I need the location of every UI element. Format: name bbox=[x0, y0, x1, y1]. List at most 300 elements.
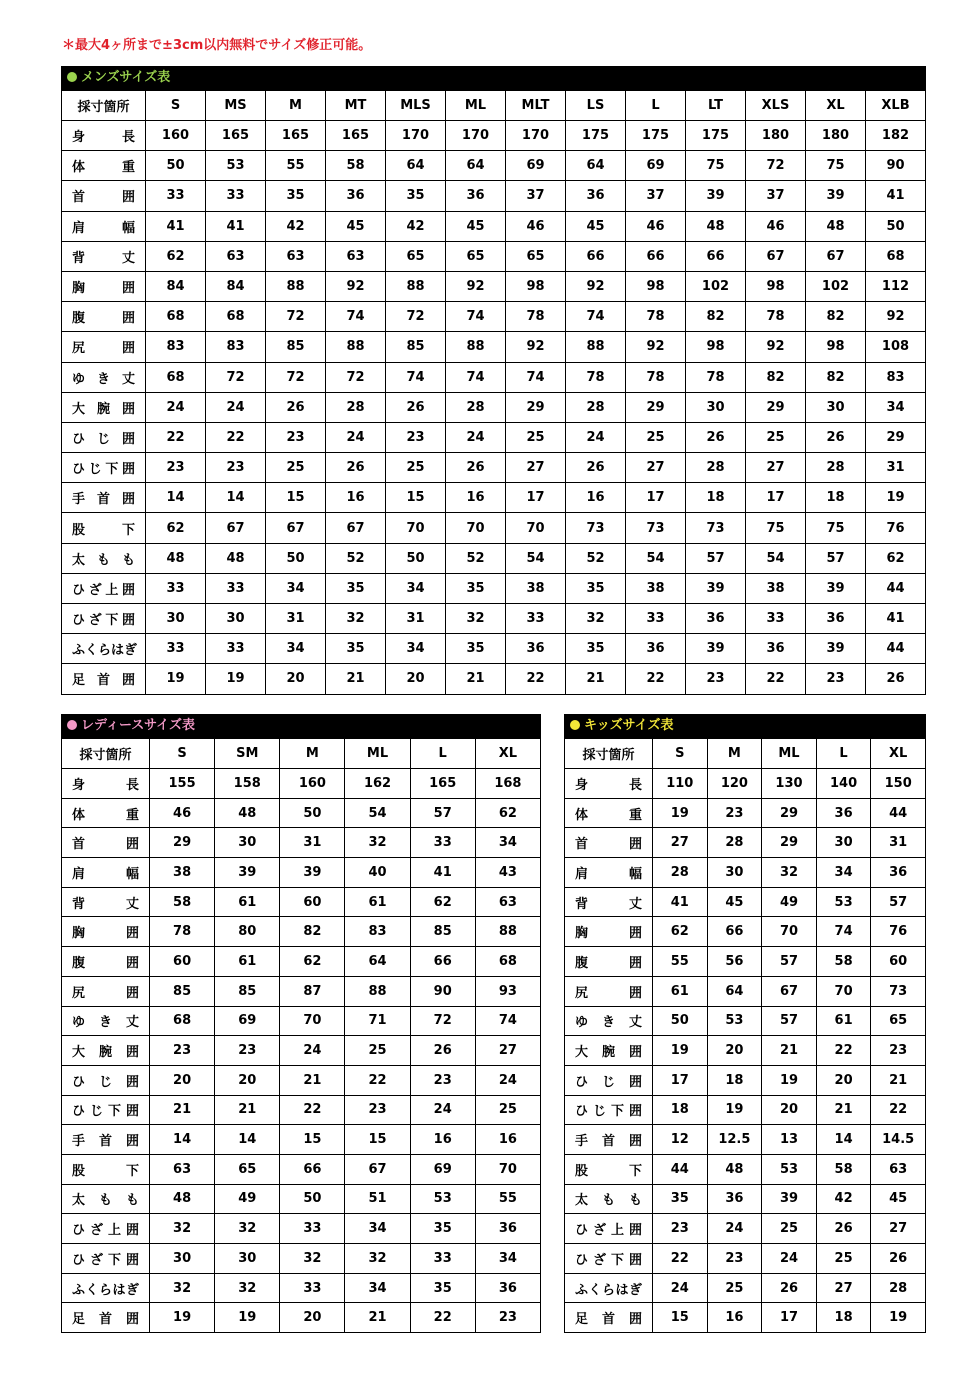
kids-measure-label: ゆき丈 bbox=[565, 1006, 653, 1036]
mens-measure-value: 30 bbox=[686, 392, 746, 422]
mens-measure-value: 36 bbox=[806, 604, 866, 634]
mens-measure-value: 98 bbox=[626, 271, 686, 301]
kids-measure-value: 18 bbox=[816, 1303, 871, 1333]
mens-measure-value: 16 bbox=[566, 483, 626, 513]
mens-measure-value: 20 bbox=[266, 664, 326, 694]
mens-measure-value: 165 bbox=[326, 121, 386, 151]
ladies-size-table bbox=[61, 738, 541, 1333]
kids-measure-value: 58 bbox=[816, 1154, 871, 1184]
ladies-measure-value: 23 bbox=[150, 1036, 215, 1066]
ladies-measure-value: 31 bbox=[280, 828, 345, 858]
ladies-measure-value: 46 bbox=[150, 798, 215, 828]
mens-measure-value: 39 bbox=[686, 634, 746, 664]
mens-table-row bbox=[62, 241, 926, 271]
mens-size-header: MLT bbox=[506, 91, 566, 121]
mens-measure-value: 45 bbox=[566, 211, 626, 241]
mens-measure-value: 17 bbox=[746, 483, 806, 513]
kids-measure-value: 34 bbox=[816, 858, 871, 888]
mens-size-header: S bbox=[146, 91, 206, 121]
mens-measure-value: 74 bbox=[446, 362, 506, 392]
mens-measure-value: 83 bbox=[146, 332, 206, 362]
mens-measure-label: ひざ下囲 bbox=[62, 604, 146, 634]
kids-size-header: M bbox=[707, 739, 762, 769]
ladies-table-row bbox=[62, 947, 541, 977]
ladies-measure-value: 34 bbox=[475, 828, 540, 858]
ladies-measure-value: 61 bbox=[215, 947, 280, 977]
kids-measure-value: 27 bbox=[816, 1273, 871, 1303]
mens-measure-value: 54 bbox=[626, 543, 686, 573]
mens-size-header: M bbox=[266, 91, 326, 121]
mens-measure-value: 39 bbox=[806, 181, 866, 211]
kids-measure-value: 29 bbox=[762, 828, 817, 858]
kids-table-row bbox=[565, 798, 926, 828]
mens-measure-value: 68 bbox=[866, 241, 926, 271]
mens-measure-value: 90 bbox=[866, 151, 926, 181]
mens-measure-value: 52 bbox=[566, 543, 626, 573]
mens-measure-value: 73 bbox=[686, 513, 746, 543]
mens-measure-value: 78 bbox=[626, 362, 686, 392]
mens-measure-value: 33 bbox=[206, 573, 266, 603]
kids-measure-value: 56 bbox=[707, 947, 762, 977]
mens-measure-value: 44 bbox=[866, 573, 926, 603]
mens-measure-value: 33 bbox=[146, 573, 206, 603]
mens-measure-value: 182 bbox=[866, 121, 926, 151]
mens-measure-value: 50 bbox=[266, 543, 326, 573]
ladies-measure-value: 70 bbox=[475, 1154, 540, 1184]
ladies-measure-value: 68 bbox=[475, 947, 540, 977]
kids-measure-label: 足首囲 bbox=[565, 1303, 653, 1333]
ladies-measure-value: 40 bbox=[345, 858, 410, 888]
mens-measure-value: 48 bbox=[686, 211, 746, 241]
mens-measure-value: 19 bbox=[866, 483, 926, 513]
ladies-measure-value: 34 bbox=[345, 1214, 410, 1244]
mens-measure-value: 68 bbox=[206, 302, 266, 332]
kids-table-row bbox=[565, 1244, 926, 1274]
ladies-measure-value: 30 bbox=[215, 1244, 280, 1274]
kids-measure-value: 36 bbox=[707, 1184, 762, 1214]
ladies-measure-value: 23 bbox=[215, 1036, 280, 1066]
mens-measure-value: 74 bbox=[326, 302, 386, 332]
mens-measure-value: 38 bbox=[506, 573, 566, 603]
ladies-table-row bbox=[62, 828, 541, 858]
kids-measure-value: 26 bbox=[762, 1273, 817, 1303]
mens-measure-value: 52 bbox=[326, 543, 386, 573]
kids-measure-value: 32 bbox=[762, 858, 817, 888]
kids-measure-value: 120 bbox=[707, 769, 762, 799]
mens-measure-value: 22 bbox=[206, 422, 266, 452]
ladies-measure-value: 32 bbox=[280, 1244, 345, 1274]
mens-measure-value: 16 bbox=[446, 483, 506, 513]
kids-measure-value: 57 bbox=[762, 947, 817, 977]
mens-measure-value: 58 bbox=[326, 151, 386, 181]
mens-measure-value: 78 bbox=[506, 302, 566, 332]
ladies-measure-value: 90 bbox=[410, 976, 475, 1006]
kids-measure-value: 14.5 bbox=[871, 1125, 926, 1155]
kids-measure-value: 50 bbox=[653, 1006, 708, 1036]
mens-header-row bbox=[62, 91, 926, 121]
mens-measure-value: 29 bbox=[506, 392, 566, 422]
ladies-measure-value: 24 bbox=[280, 1036, 345, 1066]
ladies-measure-label: 太もも bbox=[62, 1184, 150, 1214]
mens-measure-value: 65 bbox=[506, 241, 566, 271]
mens-measure-value: 54 bbox=[746, 543, 806, 573]
mens-measure-value: 72 bbox=[326, 362, 386, 392]
mens-measure-value: 36 bbox=[326, 181, 386, 211]
mens-measure-value: 33 bbox=[206, 181, 266, 211]
mens-measure-value: 28 bbox=[686, 453, 746, 483]
mens-measure-value: 45 bbox=[326, 211, 386, 241]
kids-measure-label: ひじ囲 bbox=[565, 1065, 653, 1095]
mens-measure-value: 180 bbox=[746, 121, 806, 151]
mens-measure-value: 62 bbox=[146, 241, 206, 271]
mens-measure-value: 41 bbox=[206, 211, 266, 241]
mens-measure-value: 41 bbox=[866, 181, 926, 211]
mens-measure-value: 84 bbox=[206, 271, 266, 301]
mens-size-header: L bbox=[626, 91, 686, 121]
mens-measure-value: 15 bbox=[266, 483, 326, 513]
kids-size-table bbox=[564, 738, 926, 1333]
mens-title-text: メンズサイズ表 bbox=[81, 70, 171, 85]
kids-measure-value: 53 bbox=[762, 1154, 817, 1184]
mens-measure-value: 14 bbox=[146, 483, 206, 513]
mens-measure-value: 57 bbox=[686, 543, 746, 573]
ladies-table-row bbox=[62, 1125, 541, 1155]
ladies-size-header: S bbox=[150, 739, 215, 769]
mens-measure-value: 64 bbox=[386, 151, 446, 181]
ladies-measure-value: 85 bbox=[410, 917, 475, 947]
ladies-measure-value: 82 bbox=[280, 917, 345, 947]
mens-measure-value: 63 bbox=[266, 241, 326, 271]
ladies-measure-label: 首 囲 bbox=[62, 828, 150, 858]
ladies-measure-value: 51 bbox=[345, 1184, 410, 1214]
mens-measure-value: 24 bbox=[206, 392, 266, 422]
mens-measure-value: 35 bbox=[326, 634, 386, 664]
mens-measure-value: 175 bbox=[566, 121, 626, 151]
ladies-measure-value: 32 bbox=[150, 1273, 215, 1303]
kids-table-row bbox=[565, 828, 926, 858]
mens-measure-value: 30 bbox=[806, 392, 866, 422]
mens-measure-value: 175 bbox=[626, 121, 686, 151]
mens-table-row bbox=[62, 181, 926, 211]
mens-measure-value: 92 bbox=[866, 302, 926, 332]
mens-measure-value: 180 bbox=[806, 121, 866, 151]
mens-measure-value: 78 bbox=[566, 362, 626, 392]
mens-measure-value: 82 bbox=[806, 362, 866, 392]
mens-measure-value: 74 bbox=[446, 302, 506, 332]
kids-measure-value: 12 bbox=[653, 1125, 708, 1155]
mens-measure-value: 48 bbox=[146, 543, 206, 573]
mens-measure-value: 44 bbox=[866, 634, 926, 664]
kids-measure-value: 58 bbox=[816, 947, 871, 977]
kids-measure-value: 18 bbox=[653, 1095, 708, 1125]
ladies-measure-value: 39 bbox=[215, 858, 280, 888]
ladies-measure-value: 20 bbox=[215, 1065, 280, 1095]
ladies-measure-value: 54 bbox=[345, 798, 410, 828]
mens-measure-value: 46 bbox=[746, 211, 806, 241]
ladies-measure-value: 50 bbox=[280, 798, 345, 828]
mens-measure-value: 108 bbox=[866, 332, 926, 362]
ladies-size-title bbox=[61, 714, 541, 738]
mens-measure-value: 165 bbox=[206, 121, 266, 151]
mens-measure-value: 25 bbox=[626, 422, 686, 452]
kids-measure-value: 41 bbox=[653, 887, 708, 917]
mens-measure-value: 18 bbox=[686, 483, 746, 513]
mens-measure-label: 肩 幅 bbox=[62, 211, 146, 241]
kids-table-row bbox=[565, 1214, 926, 1244]
ladies-measure-value: 25 bbox=[475, 1095, 540, 1125]
mens-measure-value: 67 bbox=[206, 513, 266, 543]
ladies-size-header: XL bbox=[475, 739, 540, 769]
ladies-table-row bbox=[62, 1244, 541, 1274]
ladies-measure-value: 33 bbox=[410, 1244, 475, 1274]
ladies-measure-value: 34 bbox=[345, 1273, 410, 1303]
kids-measure-value: 48 bbox=[707, 1154, 762, 1184]
kids-table-row bbox=[565, 1303, 926, 1333]
mens-measure-value: 27 bbox=[626, 453, 686, 483]
ladies-measure-value: 26 bbox=[410, 1036, 475, 1066]
mens-measure-value: 21 bbox=[566, 664, 626, 694]
mens-measure-value: 32 bbox=[326, 604, 386, 634]
mens-measure-value: 41 bbox=[866, 604, 926, 634]
kids-measure-value: 25 bbox=[762, 1214, 817, 1244]
kids-measure-value: 64 bbox=[707, 976, 762, 1006]
mens-measure-value: 92 bbox=[626, 332, 686, 362]
mens-table-row bbox=[62, 211, 926, 241]
ladies-measure-value: 33 bbox=[410, 828, 475, 858]
mens-measure-value: 70 bbox=[446, 513, 506, 543]
mens-measure-value: 33 bbox=[746, 604, 806, 634]
ladies-measure-value: 20 bbox=[150, 1065, 215, 1095]
mens-measure-value: 74 bbox=[386, 362, 446, 392]
mens-measure-value: 92 bbox=[566, 271, 626, 301]
ladies-measure-label: ひじ下囲 bbox=[62, 1095, 150, 1125]
kids-header-label: 採寸箇所 bbox=[565, 739, 653, 769]
ladies-measure-label: ひじ囲 bbox=[62, 1065, 150, 1095]
ladies-measure-value: 35 bbox=[410, 1273, 475, 1303]
ladies-size-header: ML bbox=[345, 739, 410, 769]
kids-measure-label: ひざ下囲 bbox=[565, 1244, 653, 1274]
mens-measure-value: 21 bbox=[446, 664, 506, 694]
ladies-measure-label: ひざ下囲 bbox=[62, 1244, 150, 1274]
mens-measure-value: 28 bbox=[446, 392, 506, 422]
kids-table-row bbox=[565, 769, 926, 799]
kids-table-row bbox=[565, 858, 926, 888]
mens-measure-value: 98 bbox=[506, 271, 566, 301]
mens-measure-value: 72 bbox=[746, 151, 806, 181]
ladies-measure-value: 68 bbox=[150, 1006, 215, 1036]
ladies-measure-value: 22 bbox=[345, 1065, 410, 1095]
mens-measure-value: 50 bbox=[866, 211, 926, 241]
ladies-measure-label: 身 長 bbox=[62, 769, 150, 799]
kids-measure-value: 45 bbox=[707, 887, 762, 917]
mens-measure-value: 57 bbox=[806, 543, 866, 573]
mens-measure-value: 23 bbox=[266, 422, 326, 452]
mens-size-header: MT bbox=[326, 91, 386, 121]
kids-measure-value: 16 bbox=[707, 1303, 762, 1333]
mens-measure-value: 39 bbox=[686, 181, 746, 211]
ladies-measure-label: 股 下 bbox=[62, 1154, 150, 1184]
ladies-measure-value: 38 bbox=[150, 858, 215, 888]
ladies-table-row bbox=[62, 798, 541, 828]
mens-measure-value: 24 bbox=[446, 422, 506, 452]
mens-size-header: ML bbox=[446, 91, 506, 121]
mens-measure-value: 33 bbox=[146, 634, 206, 664]
mens-measure-label: 体 重 bbox=[62, 151, 146, 181]
kids-table-row bbox=[565, 1065, 926, 1095]
ladies-measure-value: 25 bbox=[345, 1036, 410, 1066]
kids-measure-value: 15 bbox=[653, 1303, 708, 1333]
mens-measure-label: 尻 囲 bbox=[62, 332, 146, 362]
mens-table-row bbox=[62, 121, 926, 151]
kids-measure-value: 65 bbox=[871, 1006, 926, 1036]
ladies-size-header: M bbox=[280, 739, 345, 769]
kids-measure-value: 42 bbox=[816, 1184, 871, 1214]
kids-measure-value: 22 bbox=[871, 1095, 926, 1125]
mens-table-row bbox=[62, 543, 926, 573]
ladies-measure-value: 33 bbox=[280, 1273, 345, 1303]
mens-measure-value: 45 bbox=[446, 211, 506, 241]
ladies-measure-value: 85 bbox=[150, 976, 215, 1006]
mens-measure-value: 68 bbox=[146, 302, 206, 332]
mens-measure-value: 63 bbox=[206, 241, 266, 271]
mens-measure-value: 65 bbox=[386, 241, 446, 271]
ladies-measure-value: 88 bbox=[475, 917, 540, 947]
mens-measure-label: 背 丈 bbox=[62, 241, 146, 271]
ladies-measure-label: 背 丈 bbox=[62, 887, 150, 917]
ladies-measure-value: 21 bbox=[345, 1303, 410, 1333]
kids-measure-label: 手首囲 bbox=[565, 1125, 653, 1155]
mens-measure-value: 78 bbox=[626, 302, 686, 332]
ladies-measure-value: 78 bbox=[150, 917, 215, 947]
kids-measure-value: 53 bbox=[707, 1006, 762, 1036]
kids-measure-value: 19 bbox=[871, 1303, 926, 1333]
mens-measure-value: 74 bbox=[506, 362, 566, 392]
mens-measure-value: 32 bbox=[446, 604, 506, 634]
mens-measure-value: 26 bbox=[326, 453, 386, 483]
ladies-measure-label: 胸 囲 bbox=[62, 917, 150, 947]
ladies-table-row bbox=[62, 917, 541, 947]
ladies-measure-label: 大腕囲 bbox=[62, 1036, 150, 1066]
kids-measure-label: ひじ下囲 bbox=[565, 1095, 653, 1125]
kids-measure-value: 60 bbox=[871, 947, 926, 977]
ladies-dot-icon bbox=[67, 720, 77, 730]
kids-measure-value: 70 bbox=[816, 976, 871, 1006]
kids-measure-value: 73 bbox=[871, 976, 926, 1006]
mens-measure-value: 75 bbox=[806, 151, 866, 181]
ladies-measure-value: 24 bbox=[475, 1065, 540, 1095]
mens-measure-value: 48 bbox=[806, 211, 866, 241]
mens-measure-value: 35 bbox=[566, 634, 626, 664]
mens-measure-value: 70 bbox=[386, 513, 446, 543]
kids-measure-value: 23 bbox=[871, 1036, 926, 1066]
kids-measure-value: 76 bbox=[871, 917, 926, 947]
ladies-measure-value: 66 bbox=[280, 1154, 345, 1184]
kids-measure-value: 110 bbox=[653, 769, 708, 799]
mens-measure-value: 35 bbox=[446, 634, 506, 664]
mens-measure-value: 22 bbox=[626, 664, 686, 694]
kids-measure-label: 体 重 bbox=[565, 798, 653, 828]
ladies-measure-value: 60 bbox=[280, 887, 345, 917]
kids-measure-value: 27 bbox=[653, 828, 708, 858]
ladies-table-row bbox=[62, 887, 541, 917]
kids-measure-value: 12.5 bbox=[707, 1125, 762, 1155]
kids-header-row bbox=[565, 739, 926, 769]
mens-measure-value: 35 bbox=[326, 573, 386, 603]
kids-measure-label: 身 長 bbox=[565, 769, 653, 799]
kids-size-header: S bbox=[653, 739, 708, 769]
ladies-measure-value: 61 bbox=[215, 887, 280, 917]
kids-measure-value: 49 bbox=[762, 887, 817, 917]
kids-measure-value: 45 bbox=[871, 1184, 926, 1214]
kids-measure-value: 44 bbox=[653, 1154, 708, 1184]
mens-measure-value: 35 bbox=[266, 181, 326, 211]
ladies-measure-value: 30 bbox=[150, 1244, 215, 1274]
mens-size-header: XLB bbox=[866, 91, 926, 121]
kids-table-row bbox=[565, 1154, 926, 1184]
mens-measure-value: 170 bbox=[446, 121, 506, 151]
kids-measure-value: 20 bbox=[707, 1036, 762, 1066]
kids-measure-value: 22 bbox=[816, 1036, 871, 1066]
mens-measure-value: 38 bbox=[746, 573, 806, 603]
ladies-measure-value: 71 bbox=[345, 1006, 410, 1036]
mens-measure-value: 65 bbox=[446, 241, 506, 271]
mens-measure-value: 35 bbox=[446, 573, 506, 603]
mens-measure-value: 36 bbox=[446, 181, 506, 211]
kids-table-row bbox=[565, 1125, 926, 1155]
mens-measure-label: 腹 囲 bbox=[62, 302, 146, 332]
mens-table-row bbox=[62, 392, 926, 422]
mens-measure-value: 75 bbox=[746, 513, 806, 543]
mens-measure-value: 88 bbox=[326, 332, 386, 362]
kids-measure-value: 19 bbox=[653, 1036, 708, 1066]
mens-measure-value: 25 bbox=[746, 422, 806, 452]
mens-measure-value: 37 bbox=[506, 181, 566, 211]
mens-measure-value: 46 bbox=[626, 211, 686, 241]
ladies-measure-label: 尻 囲 bbox=[62, 976, 150, 1006]
mens-measure-value: 15 bbox=[386, 483, 446, 513]
mens-measure-value: 52 bbox=[446, 543, 506, 573]
ladies-measure-value: 66 bbox=[410, 947, 475, 977]
ladies-measure-value: 19 bbox=[215, 1303, 280, 1333]
mens-measure-value: 102 bbox=[806, 271, 866, 301]
ladies-measure-value: 61 bbox=[345, 887, 410, 917]
kids-measure-value: 140 bbox=[816, 769, 871, 799]
mens-size-header: XLS bbox=[746, 91, 806, 121]
ladies-measure-value: 32 bbox=[345, 828, 410, 858]
mens-measure-value: 63 bbox=[326, 241, 386, 271]
mens-measure-value: 170 bbox=[506, 121, 566, 151]
mens-measure-value: 76 bbox=[866, 513, 926, 543]
kids-measure-label: ひざ上囲 bbox=[565, 1214, 653, 1244]
mens-measure-value: 26 bbox=[866, 664, 926, 694]
mens-measure-value: 18 bbox=[806, 483, 866, 513]
ladies-measure-value: 33 bbox=[280, 1214, 345, 1244]
mens-size-section bbox=[61, 66, 926, 695]
mens-table-row bbox=[62, 483, 926, 513]
mens-measure-value: 36 bbox=[506, 634, 566, 664]
ladies-measure-value: 14 bbox=[150, 1125, 215, 1155]
ladies-measure-value: 23 bbox=[475, 1303, 540, 1333]
kids-measure-value: 61 bbox=[816, 1006, 871, 1036]
mens-measure-value: 67 bbox=[806, 241, 866, 271]
mens-dot-icon bbox=[67, 72, 77, 82]
mens-measure-value: 85 bbox=[266, 332, 326, 362]
kids-measure-value: 61 bbox=[653, 976, 708, 1006]
mens-measure-value: 34 bbox=[386, 573, 446, 603]
ladies-measure-value: 34 bbox=[475, 1244, 540, 1274]
mens-table-row bbox=[62, 513, 926, 543]
kids-measure-value: 26 bbox=[816, 1214, 871, 1244]
